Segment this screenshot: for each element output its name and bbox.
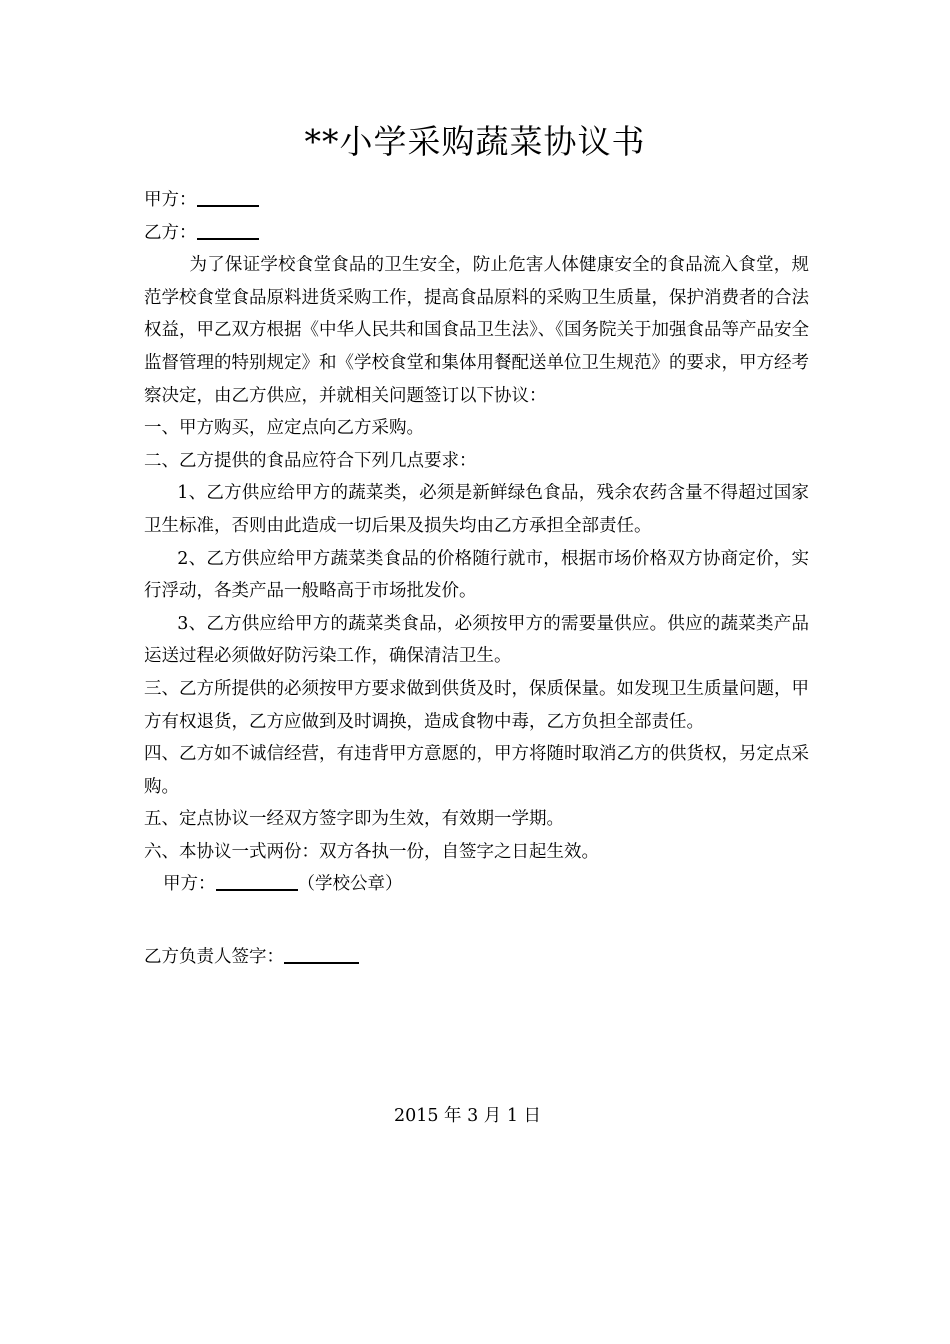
clause-2: 二、乙方提供的食品应符合下列几点要求： xyxy=(144,450,477,471)
clause-2-item-1: 1、乙方供应给甲方的蔬菜类，必须是新鲜绿色食品，残余农药含量不得超过国家卫生标准，否则由此造成一切后果及损失均由乙方承担全部责任。 xyxy=(144,483,809,536)
spacer xyxy=(144,901,809,941)
intro-paragraph: 为了保证学校食堂食品的卫生安全，防止危害人体健康安全的食品流入食堂，规范学校食堂食品原料进货采购工作，提高食品原料的采购卫生质量，保护消费者的合法权益，甲乙双方根据《中华人民共和国食品卫生法》、《国务院关于加强食品等产品安全监督管理的特别规定》和《学校食堂和集体用餐配送单位卫生规范》的要求，甲方经考察决定，由乙方供应，并就相关问题签订以下协议： xyxy=(144,255,809,406)
clause-5: 五、定点协议一经双方签字即为生效，有效期一学期。 xyxy=(144,809,564,830)
clause-6: 六、本协议一式两份：双方各执一份，自签字之日起生效。 xyxy=(144,841,599,862)
clause-1: 一、甲方购买，应定点向乙方采购。 xyxy=(144,418,424,439)
sign-a-label: 甲方： xyxy=(163,874,216,895)
clause-3: 三、乙方所提供的必须按甲方要求做到供货及时，保质保量。如发现卫生质量问题，甲方有权退货，乙方应做到及时调换，造成食物中毒，乙方负担全部责任。 xyxy=(144,678,809,732)
party-a-blank xyxy=(197,204,259,207)
sign-b-label: 乙方负责人签字： xyxy=(144,947,284,968)
signature-party-b xyxy=(144,941,809,974)
clause-2-item-2: 2、乙方供应给甲方蔬菜类食品的价格随行就市，根据市场价格双方协商定价，实行浮动，各类产品一般略高于市场批发价。 xyxy=(144,548,809,602)
party-b-line xyxy=(144,217,809,250)
document-date: 2015 年 3 月 1 日 xyxy=(393,1106,542,1126)
sign-b-blank xyxy=(284,961,359,964)
party-a-line xyxy=(144,184,809,217)
document-body xyxy=(144,184,809,974)
party-b-label: 乙方： xyxy=(144,222,197,243)
party-b-blank xyxy=(197,237,259,240)
sign-a-note: （学校公章） xyxy=(297,874,403,895)
clause-4: 四、乙方如不诚信经营，有违背甲方意愿的，甲方将随时取消乙方的供货权，另定点采购。 xyxy=(144,744,809,797)
sign-a-blank xyxy=(216,888,298,891)
signature-party-a xyxy=(144,868,809,901)
party-a-label: 甲方： xyxy=(144,190,197,210)
clause-2-item-3: 3、乙方供应给甲方的蔬菜类食品，必须按甲方的需要量供应。供应的蔬菜类产品运送过程必须做好防污染工作，确保清洁卫生。 xyxy=(144,613,809,667)
document-title: **小学采购蔬菜协议书 xyxy=(304,122,646,161)
